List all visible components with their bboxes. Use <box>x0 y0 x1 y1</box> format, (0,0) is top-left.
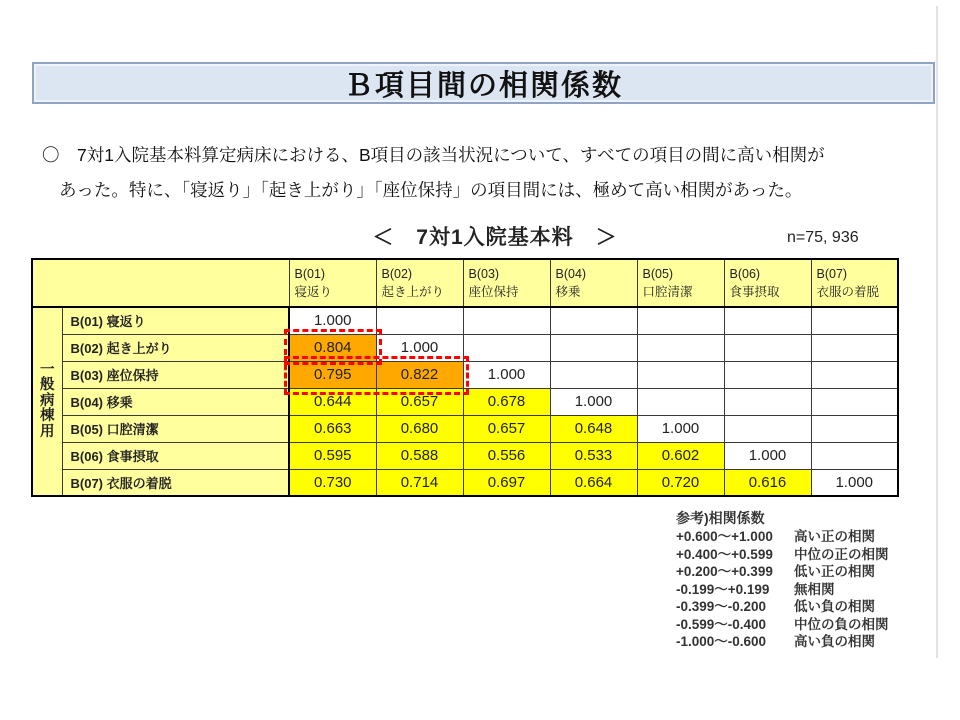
page-edge-line <box>936 6 938 658</box>
matrix-column-header: B(04) 移乗 <box>550 259 637 307</box>
matrix-value-cell: 1.000 <box>463 361 550 388</box>
matrix-value-cell: 0.663 <box>289 415 376 442</box>
matrix-row <box>32 361 898 388</box>
matrix-row-label: B(07) 衣服の着脱 <box>62 469 289 496</box>
matrix-value-cell <box>811 361 898 388</box>
body-paragraph <box>42 138 932 208</box>
legend-range: +0.200～+0.399 <box>676 564 773 579</box>
matrix-column-header: B(01) 寝返り <box>289 259 376 307</box>
matrix-value-cell <box>550 307 637 334</box>
matrix-value-cell <box>376 307 463 334</box>
legend-label: 低い正の相関 <box>794 564 875 579</box>
legend-row <box>676 633 889 651</box>
matrix-value-cell: 0.602 <box>637 442 724 469</box>
matrix-row <box>32 334 898 361</box>
matrix-row <box>32 388 898 415</box>
legend-title: 参考)相関係数 <box>676 510 765 526</box>
matrix-value-cell <box>463 307 550 334</box>
legend-row <box>676 528 889 546</box>
legend-row <box>676 616 889 634</box>
legend-label: 低い負の相関 <box>794 599 875 614</box>
legend-row <box>676 546 889 564</box>
page-title: Ｂ項目間の相関係数 <box>343 69 623 102</box>
matrix-value-cell: 1.000 <box>637 415 724 442</box>
matrix-value-cell: 1.000 <box>550 388 637 415</box>
legend-label: 無相関 <box>794 581 835 597</box>
matrix-value-cell <box>724 334 811 361</box>
body-line-2: あった。特に、「寝返り」「起き上がり」「座位保持」の項目間には、極めて高い相関があった。 <box>59 180 803 200</box>
legend-label: 高い正の相関 <box>794 529 875 544</box>
matrix-header-row <box>32 259 898 307</box>
matrix-value-cell: 0.680 <box>376 415 463 442</box>
matrix-row-label: B(03) 座位保持 <box>62 361 289 388</box>
matrix-value-cell <box>724 307 811 334</box>
matrix-value-cell <box>724 415 811 442</box>
legend-range: -1.000～-0.600 <box>676 634 767 649</box>
legend-label: 中位の負の相関 <box>794 616 889 632</box>
matrix-row-label: B(01) 寝返り <box>62 307 289 334</box>
legend-row <box>676 563 889 581</box>
matrix-value-cell: 0.556 <box>463 442 550 469</box>
matrix-corner-cell <box>32 259 289 307</box>
matrix-value-cell: 0.588 <box>376 442 463 469</box>
matrix-value-cell: 1.000 <box>289 307 376 334</box>
matrix-row-label: B(02) 起き上がり <box>62 334 289 361</box>
matrix-column-header: B(03) 座位保持 <box>463 259 550 307</box>
legend-range: -0.199～+0.199 <box>676 581 770 597</box>
matrix-value-cell <box>550 334 637 361</box>
matrix-column-header: B(07) 衣服の着脱 <box>811 259 898 307</box>
matrix-value-cell: 0.795 <box>289 361 376 388</box>
matrix-value-cell: 0.678 <box>463 388 550 415</box>
legend-label: 高い負の相関 <box>794 634 875 649</box>
legend-range: -0.399～-0.200 <box>676 599 767 614</box>
matrix-value-cell: 0.533 <box>550 442 637 469</box>
matrix-value-cell <box>811 307 898 334</box>
matrix-value-cell: 0.595 <box>289 442 376 469</box>
matrix-value-cell: 0.697 <box>463 469 550 496</box>
matrix-value-cell: 1.000 <box>376 334 463 361</box>
matrix-row <box>32 469 898 496</box>
matrix-row-label: B(04) 移乗 <box>62 388 289 415</box>
matrix-value-cell: 0.657 <box>376 388 463 415</box>
correlation-legend <box>676 509 889 651</box>
legend-label: 中位の正の相関 <box>794 546 889 562</box>
matrix-value-cell: 0.644 <box>289 388 376 415</box>
matrix-value-cell: 0.804 <box>289 334 376 361</box>
sample-size-label: n=75, 936 <box>787 229 859 246</box>
matrix-value-cell <box>637 334 724 361</box>
matrix-value-cell <box>724 388 811 415</box>
matrix-value-cell <box>724 361 811 388</box>
matrix-value-cell: 0.730 <box>289 469 376 496</box>
matrix-column-header: B(05) 口腔清潔 <box>637 259 724 307</box>
matrix-value-cell <box>463 334 550 361</box>
matrix-value-cell: 0.648 <box>550 415 637 442</box>
matrix-row <box>32 415 898 442</box>
legend-range: -0.599～-0.400 <box>676 616 767 632</box>
matrix-value-cell: 0.616 <box>724 469 811 496</box>
legend-range: +0.600～+1.000 <box>676 529 773 544</box>
title-box <box>32 62 935 104</box>
matrix-row <box>32 442 898 469</box>
matrix-value-cell <box>637 307 724 334</box>
matrix-row <box>32 307 898 334</box>
matrix-value-cell: 1.000 <box>724 442 811 469</box>
matrix-value-cell <box>637 388 724 415</box>
matrix-column-header: B(02) 起き上がり <box>376 259 463 307</box>
correlation-matrix-table <box>31 258 899 497</box>
matrix-value-cell: 0.714 <box>376 469 463 496</box>
matrix-value-cell: 0.822 <box>376 361 463 388</box>
matrix-value-cell: 0.657 <box>463 415 550 442</box>
row-group-label: 一般病棟用 <box>32 307 62 496</box>
matrix-row-label: B(06) 食事摂取 <box>62 442 289 469</box>
matrix-column-header: B(06) 食事摂取 <box>724 259 811 307</box>
matrix-value-cell <box>637 361 724 388</box>
matrix-value-cell <box>550 361 637 388</box>
matrix-row-label: B(05) 口腔清潔 <box>62 415 289 442</box>
matrix-value-cell: 0.664 <box>550 469 637 496</box>
matrix-value-cell <box>811 388 898 415</box>
table-caption: ＜ 7対1入院基本料 ＞ <box>372 226 618 249</box>
matrix-value-cell <box>811 442 898 469</box>
matrix-value-cell <box>811 334 898 361</box>
matrix-value-cell: 0.720 <box>637 469 724 496</box>
matrix-value-cell: 1.000 <box>811 469 898 496</box>
legend-row <box>676 598 889 616</box>
body-line-1: 〇 7対1入院基本料算定病床における、B項目の該当状況について、すべての項目の間に高い相関が <box>42 145 825 165</box>
legend-row <box>676 581 889 599</box>
legend-range: +0.400～+0.599 <box>676 546 773 562</box>
matrix-value-cell <box>811 415 898 442</box>
